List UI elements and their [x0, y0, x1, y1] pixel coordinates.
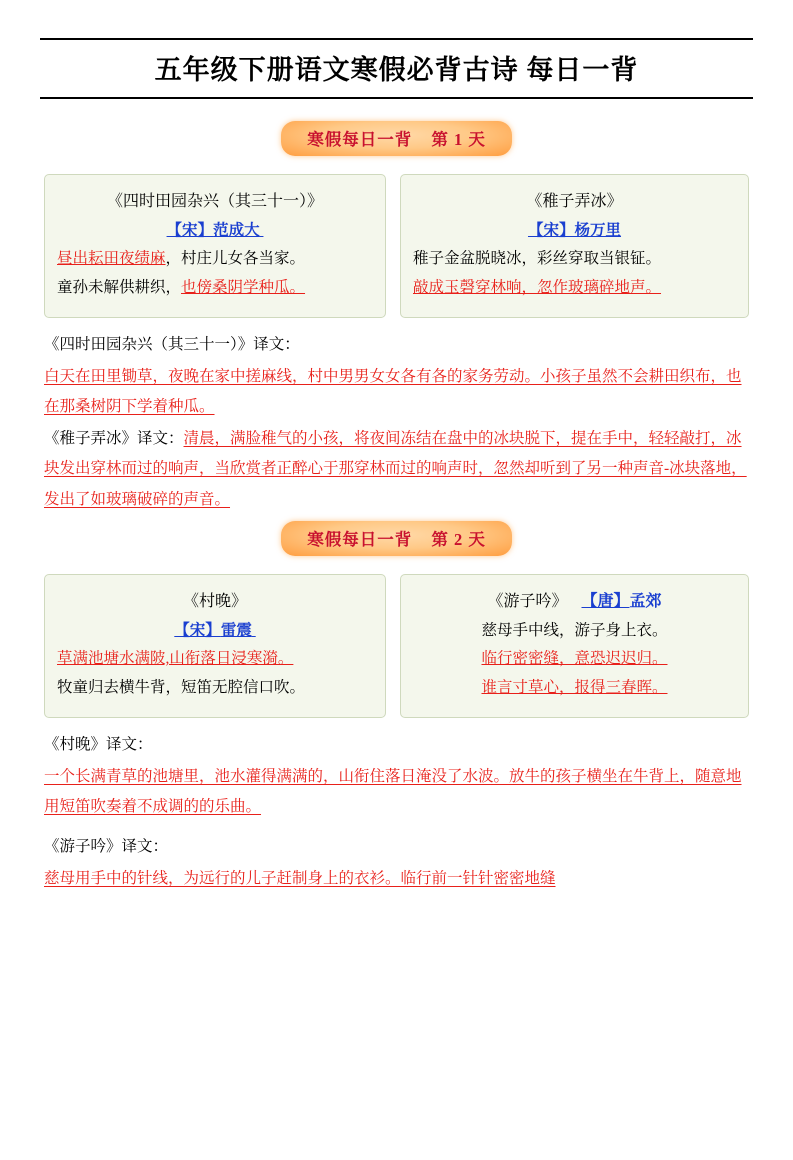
poem-author-2-1: 雷震 — [220, 621, 252, 639]
translation-label-2-1: 《村晚》译文： — [44, 735, 153, 753]
poem-author-line-1-1 — [57, 217, 373, 246]
translation-body-2-2: 慈母用手中的针线，为远行的儿子赶制身上的衣衫。临行前一针针密密地缝 — [44, 870, 556, 888]
document-page — [0, 38, 793, 1160]
translation-body-2-1: 一个长满青草的池塘里，池水灌得满满的，山衔住落日淹没了水波。放牛的孩子横坐在牛背上，随意地用短笛吹奏着不成调的的乐曲。 — [44, 767, 742, 815]
day-banner-1 — [281, 121, 512, 156]
translations-1 — [44, 330, 749, 515]
poem-author-2-2: 孟郊 — [629, 592, 662, 610]
poem-card-1-1 — [44, 174, 386, 318]
translation-label-1-1: 《四时田园杂兴（其三十一）》译文： — [44, 335, 300, 353]
poem-title-2-2: 《游子吟》 — [487, 592, 568, 610]
day-banner-2 — [281, 521, 512, 556]
poem-dynasty-1-1: 【宋】 — [166, 221, 214, 239]
poem-line-black-1-1-a: ，村庄儿女各当家。 — [165, 250, 306, 268]
translation-label-1-2: 《稚子弄冰》译文： — [44, 430, 184, 448]
poem-line-2-2-b: 临行密密缝，意恐迟迟归。 — [481, 650, 668, 668]
poem-card-2-1 — [44, 574, 386, 718]
poem-line-2-2-a: 慈母手中线，游子身上衣。 — [481, 621, 668, 639]
poem-dynasty-1-2: 【宋】 — [527, 221, 575, 239]
poem-line-2-2-c: 谁言寸草心，报得三春晖。 — [481, 678, 668, 696]
poem-line-black-1-1-b: 童孙未解供耕织， — [57, 278, 182, 296]
poem-line-2-1-b: 牧童归去横牛背，短笛无腔信口吹。 — [57, 678, 306, 696]
translation-body-1-2: 清晨，满脸稚气的小孩，将夜间冻结在盘中的冰块脱下，提在手中，轻轻敲打，冰块发出穿林而过的响声，当欣赏者正醉心于那穿林而过的响声时，忽然却听到了另一种声音-冰块落地，发出了如玻璃破碎的声音。 — [44, 430, 747, 508]
day-banner-label-1: 寒假每日一背 — [307, 130, 413, 149]
day-banner-day-2: 第 2 天 — [431, 529, 486, 549]
translation-body-1-1: 白天在田里锄草，夜晚在家中搓麻线，村中男男女女各有各的家务劳动。小孩子虽然不会耕田织布，也在那桑树阴下学着种瓜。 — [44, 367, 742, 416]
poem-author-1-1: 范成大 — [213, 221, 260, 239]
poem-line-1-2-a: 稚子金盆脱晓冰，彩丝穿取当银钲。 — [413, 250, 662, 268]
translations-2 — [44, 730, 749, 895]
day-banner-row-2 — [0, 521, 793, 556]
poem-dynasty-2-1: 【宋】 — [174, 621, 221, 639]
day-banner-label-2: 寒假每日一背 — [307, 529, 413, 549]
poem-author-line-1-2 — [413, 217, 736, 246]
poem-title-1-2: 《稚子弄冰》 — [526, 193, 623, 210]
poem-card-2-2 — [400, 574, 749, 718]
poem-line-2-1-a: 草满池塘水满陂,山衔落日浸寒漪。 — [57, 650, 294, 668]
poem-line-1-2-b: 敲成玉磬穿林响，忽作玻璃碎地声。 — [413, 278, 662, 296]
poem-cards-2 — [44, 574, 749, 718]
poem-line-1-1-b — [57, 274, 373, 303]
poem-title-2-1: 《村晚》 — [182, 592, 247, 610]
poem-title-line-2-2 — [413, 587, 736, 617]
poem-line-red-1-1-a: 昼出耘田夜绩麻 — [57, 250, 166, 268]
day-banner-day-1: 第 1 天 — [431, 130, 486, 149]
poem-title-1-1: 《四时田园杂兴（其三十一）》 — [106, 193, 323, 210]
translation-row-1-2 — [44, 424, 749, 515]
page-title-block — [40, 38, 753, 99]
poem-card-1-2 — [400, 174, 749, 318]
poem-dynasty-2-2: 【唐】 — [581, 592, 630, 610]
poem-line-red-1-1-b: 也傍桑阴学种瓜。 — [181, 278, 306, 296]
poem-author-line-2-1 — [57, 617, 373, 646]
poem-line-1-1-a — [57, 245, 373, 274]
day-banner-row-1 — [0, 121, 793, 156]
translation-label-2-2: 《游子吟》译文： — [44, 838, 169, 856]
poem-author-1-2: 杨万里 — [574, 221, 622, 239]
poem-cards-1 — [44, 174, 749, 318]
page-title: 五年级下册语文寒假必背古诗 每日一背 — [154, 55, 639, 85]
